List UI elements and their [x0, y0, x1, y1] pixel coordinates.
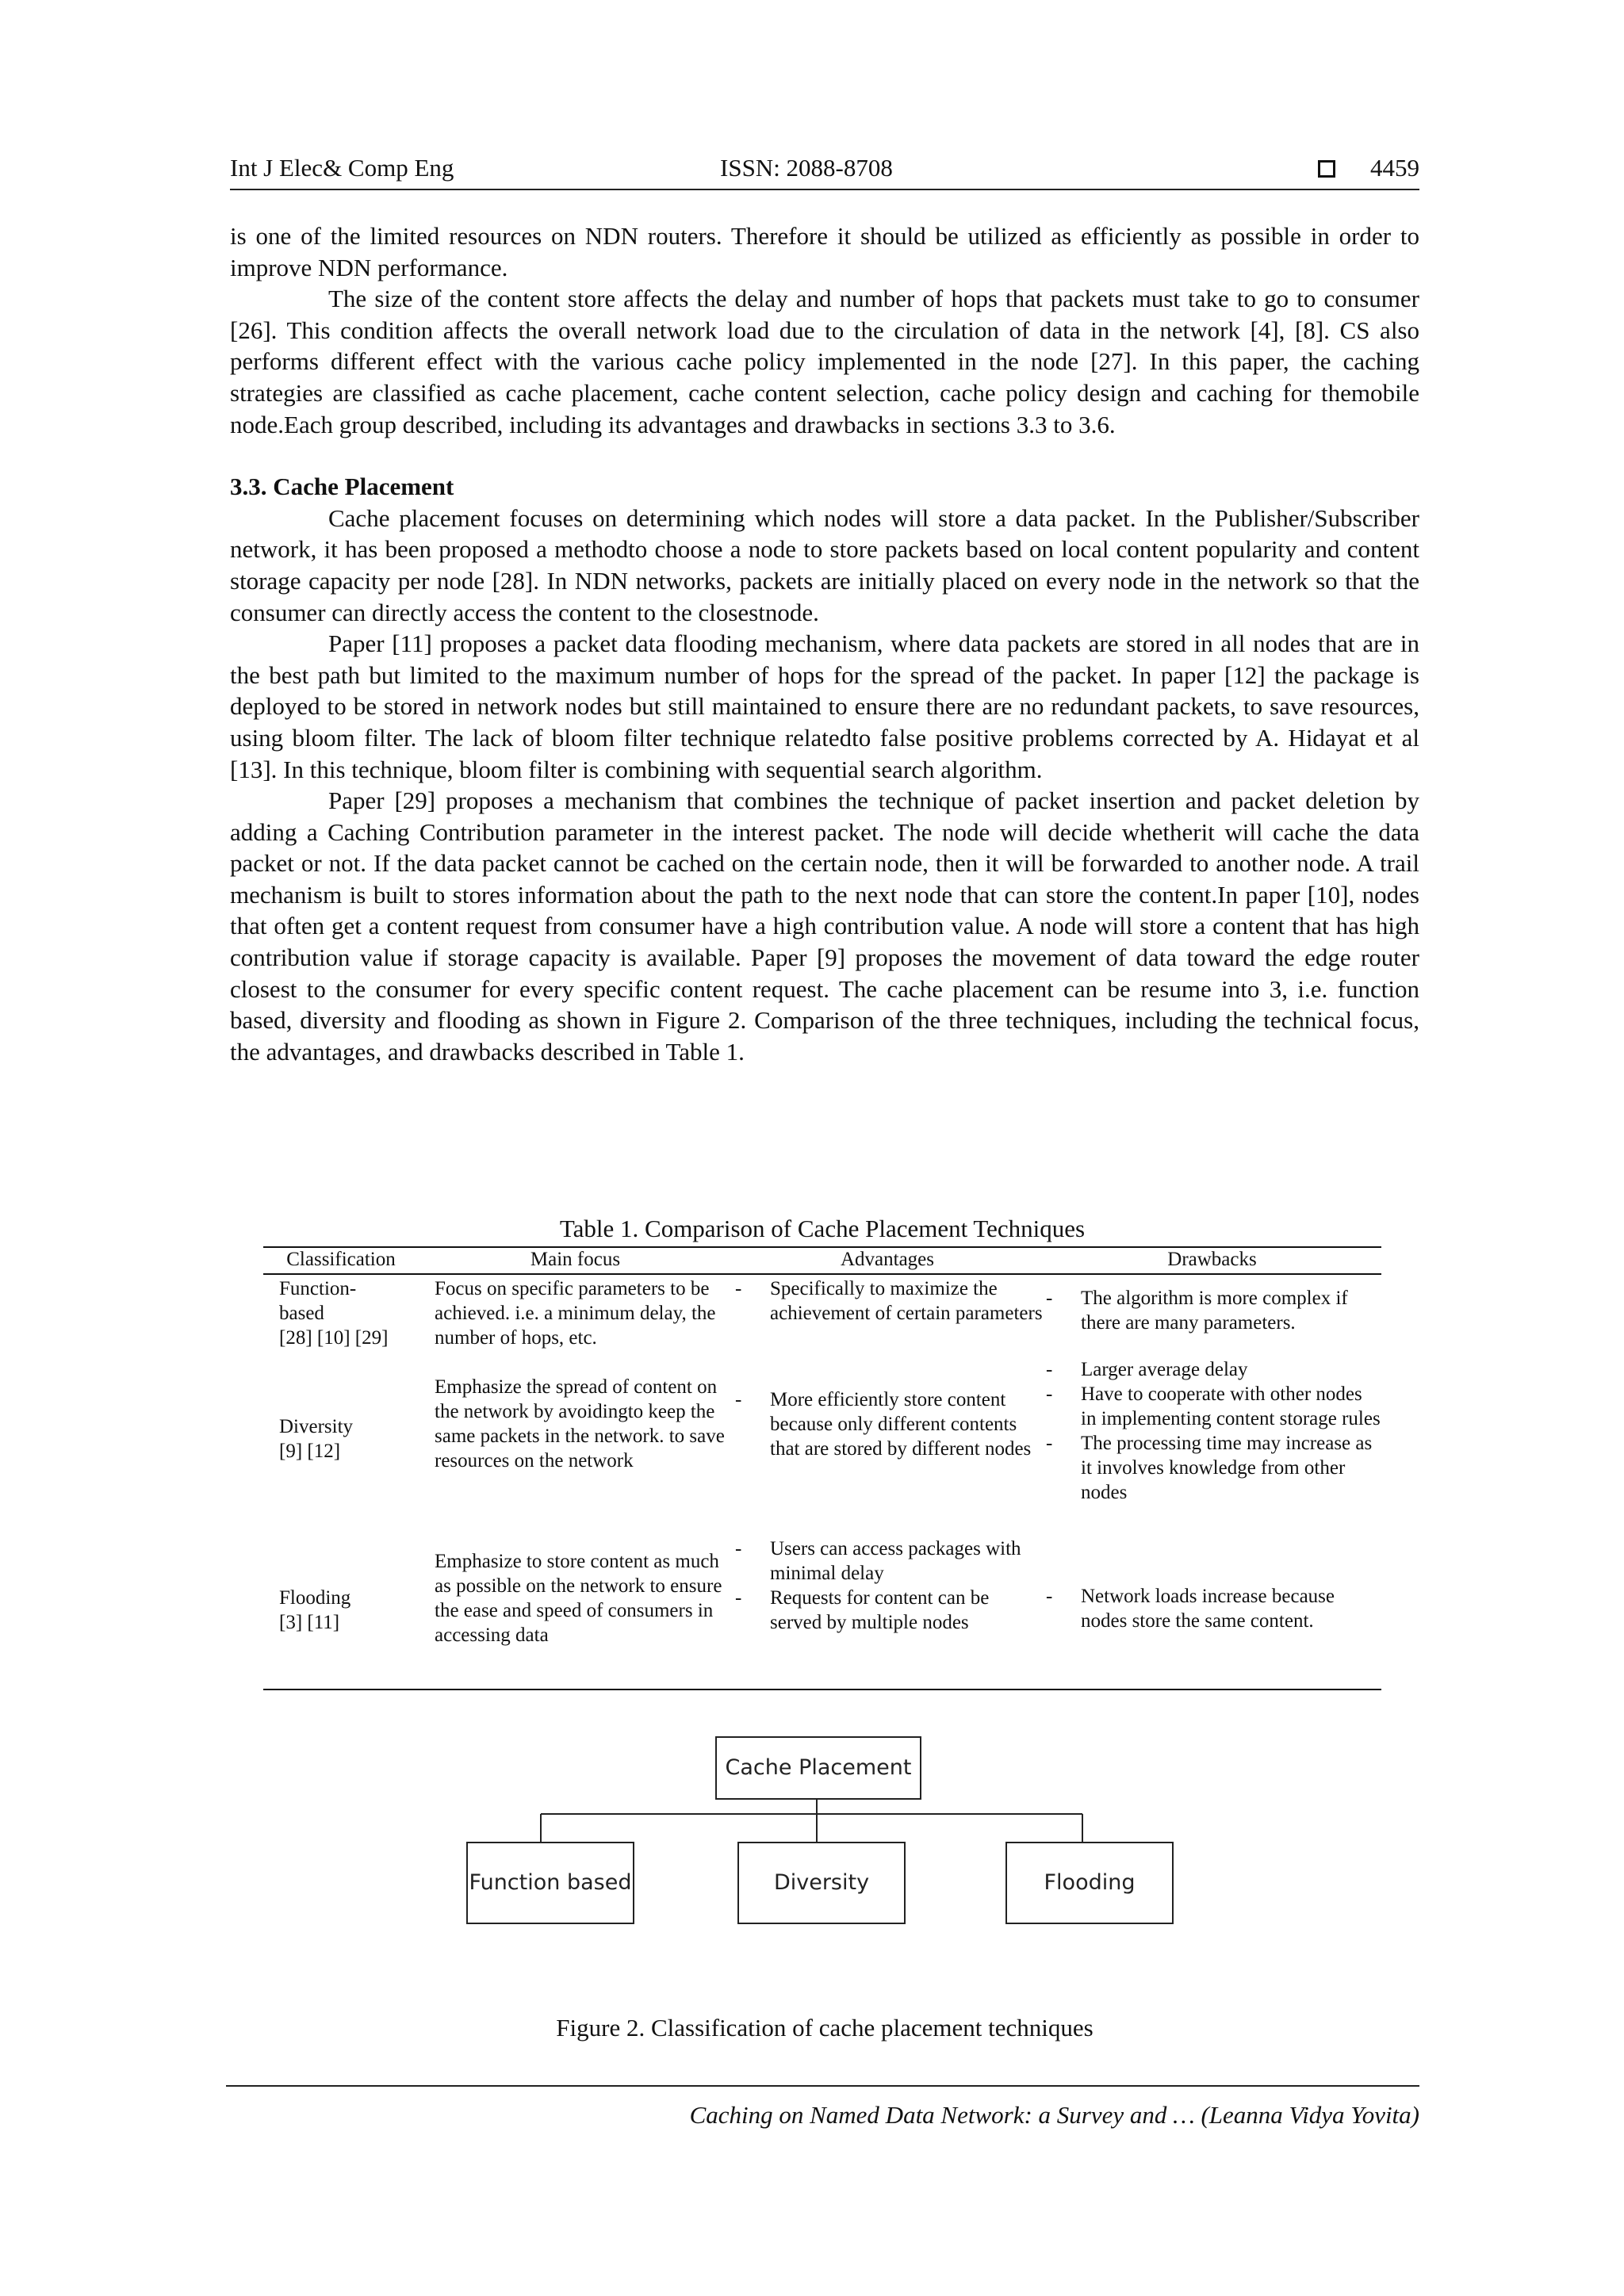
cell-drawbacks	[1043, 1532, 1381, 1689]
drawback-item: - Network loads increase because nodes store the same content.	[1043, 1584, 1381, 1633]
paragraph: Cache placement focuses on determining which nodes will store a data packet. In the Publisher/Subscriber network, it has been proposed a methodto choose a node to store packets based on local content popularity and content storage capacity per node [28]. In NDN networks, packets are initially placed on every node in the network so that the consumer can directly access the content to the closestnode.	[230, 503, 1419, 626]
drawback-item: - Larger average delay	[1043, 1357, 1381, 1382]
table-header-row	[263, 1246, 1381, 1275]
paragraph: Paper [11] proposes a packet data flooding mechanism, where data packets are stored in all nodes that are in the best path but limited to the maximum number of hops for the spread of the packet. In paper [12] the package is deployed to be stored in network nodes but still maintained to ensure there are no redundant packets, to save resources, using bloom filter. The lack of bloom filter technique relatedto false positive problems corrected by A. Hidayat et al [13]. In this technique, bloom filter is combining with sequential search algorithm.	[230, 629, 1419, 783]
header-advantages: Advantages	[840, 1249, 935, 1270]
classification-line: [3] [11]	[279, 1612, 340, 1633]
node-cache-placement: Cache Placement	[715, 1736, 921, 1800]
advantage-item: - Users can access packages with minimal delay	[732, 1536, 1043, 1586]
cell-classification	[263, 1357, 419, 1532]
header-right	[1318, 154, 1419, 182]
classification-line: Function-	[279, 1278, 357, 1299]
journal-name: Int J Elec& Comp Eng	[230, 154, 454, 182]
classification-line: based	[279, 1303, 324, 1324]
cell-classification	[263, 1275, 419, 1357]
cell-classification	[263, 1532, 419, 1689]
advantage-item: - More efficiently store content because only different contents that are stored by different nodes	[732, 1387, 1043, 1461]
table-row	[263, 1357, 1381, 1532]
advantage-item: - Specifically to maximize the achievement of certain parameters	[732, 1276, 1043, 1326]
classification-line: [28] [10] [29]	[279, 1327, 389, 1349]
header-main-focus: Main focus	[530, 1249, 621, 1270]
classification-line: Flooding	[279, 1587, 351, 1609]
table-row	[263, 1532, 1381, 1690]
figure-caption: Figure 2. Classification of cache placement techniques	[556, 2014, 1094, 2042]
classification-line: Diversity	[279, 1416, 354, 1437]
cell-main-focus: Focus on specific parameters to be achieved. i.e. a minimum delay, the number of hops, etc.	[435, 1278, 716, 1349]
page-header	[230, 154, 1419, 190]
cell-drawbacks	[1043, 1275, 1381, 1357]
header-drawbacks: Drawbacks	[1167, 1249, 1257, 1270]
section-heading: 3.3. Cache Placement	[230, 473, 454, 501]
advantage-item: - Requests for content can be served by multiple nodes	[732, 1586, 1043, 1635]
table-caption: Table 1. Comparison of Cache Placement Techniques	[559, 1215, 1086, 1242]
paragraph: Paper [29] proposes a mechanism that combines the technique of packet insertion and packet deletion by adding a Caching Contribution parameter in the interest packet. The node will decide whetherit will cache the data packet or not. If the data packet cannot be cached on the certain node, then it will be forwarded to another node. A trail mechanism is built to stores information about the path to the next node that can store the content.In paper [10], nodes that often get a content request from consumer have a high contribution value. A node will store a content that has high contribution value if storage capacity is available. Paper [9] proposes the movement of data toward the edge router closest to the consumer for every specific content request. The cache placement can be resume into 3, i.e. function based, diversity and flooding as shown in Figure 2. Comparison of the three techniques, including the technical focus, the advantages, and drawbacks described in Table 1.	[230, 786, 1419, 1066]
running-title: Caching on Named Data Network: a Survey and … (Leanna Vidya Yovita)	[689, 2101, 1419, 2129]
cell-main-focus: Emphasize the spread of content on the network by avoidingto keep the same packets in the network. to save resources on the network	[435, 1376, 725, 1471]
comparison-table	[263, 1246, 1381, 1690]
square-bullet-icon	[1318, 160, 1335, 178]
cell-advantages	[732, 1275, 1043, 1357]
drawback-item: - Have to cooperate with other nodes in implementing content storage rules	[1043, 1382, 1381, 1431]
footer-rule	[226, 2085, 1419, 2087]
node-diversity: Diversity	[737, 1842, 906, 1924]
header-classification: Classification	[286, 1249, 396, 1270]
cell-main-focus: Emphasize to store content as much as possible on the network to ensure the ease and speed of consumers in accessing data	[435, 1551, 722, 1646]
drawback-item: - The algorithm is more complex if there are many parameters.	[1043, 1286, 1381, 1335]
table-row	[263, 1275, 1381, 1357]
body-text	[230, 220, 1419, 1067]
cell-drawbacks	[1043, 1357, 1381, 1532]
page-number: 4459	[1370, 154, 1419, 182]
paragraph: The size of the content store affects the delay and number of hops that packets must take to go to consumer [26]. This condition affects the overall network load due to the circulation of data in the network [4], [8]. CS also performs different effect with the various cache policy implemented in the node [27]. In this paper, the caching strategies are classified as cache placement, cache content selection, cache policy design and caching for themobile node.Each group described, including its advantages and drawbacks in sections 3.3 to 3.6.	[230, 285, 1419, 438]
paragraph: is one of the limited resources on NDN routers. Therefore it should be utilized as efficiently as possible in order to improve NDN performance.	[230, 222, 1419, 281]
drawback-item: - The processing time may increase as it involves knowledge from other nodes	[1043, 1431, 1381, 1505]
cell-advantages	[732, 1357, 1043, 1532]
node-function-based: Function based	[466, 1842, 634, 1924]
classification-line: [9] [12]	[279, 1441, 341, 1462]
node-flooding: Flooding	[1005, 1842, 1174, 1924]
issn: ISSN: 2088-8708	[720, 154, 893, 182]
cell-advantages	[732, 1532, 1043, 1689]
classification-diagram	[460, 1736, 1189, 1966]
